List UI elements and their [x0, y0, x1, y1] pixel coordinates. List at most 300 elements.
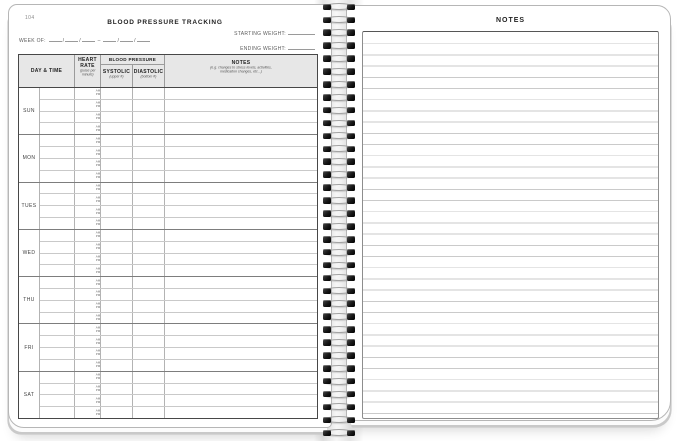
am-pm-options — [95, 386, 100, 393]
notes-entry-cell — [165, 360, 317, 371]
notes-ruled-area — [362, 31, 659, 419]
systolic-entry-cell — [101, 194, 133, 205]
week-range-dash: – — [97, 38, 101, 44]
spiral-coil — [322, 401, 356, 414]
pm-label: PM — [95, 353, 100, 357]
pm-label: PM — [95, 117, 100, 121]
time-slot-row — [40, 360, 317, 371]
am-label: AM — [95, 385, 100, 389]
systolic-entry-cell — [101, 147, 133, 158]
am-pm-options — [95, 279, 100, 286]
notes-entry-cell — [165, 277, 317, 288]
time-slot-row — [40, 265, 317, 276]
am-label: AM — [95, 101, 100, 105]
systolic-entry-cell — [101, 384, 133, 395]
diastolic-entry-cell — [133, 242, 165, 253]
time-slot-row — [40, 324, 317, 336]
time-slot-row — [40, 301, 317, 313]
week-end-day-blank — [120, 36, 133, 42]
heart-rate-entry-cell — [75, 395, 101, 406]
time-entry-cell — [40, 112, 75, 123]
am-label: AM — [95, 125, 100, 129]
am-pm-options — [95, 114, 100, 121]
coil-hole-left — [323, 171, 331, 178]
systolic-entry-cell — [101, 171, 133, 182]
starting-weight-row — [234, 29, 315, 37]
coil-hole-left — [323, 42, 331, 49]
spiral-coil — [322, 324, 356, 337]
time-entry-cell — [40, 277, 75, 288]
spiral-coil — [322, 337, 356, 350]
time-slot-row — [40, 206, 317, 218]
coil-hole-right — [347, 391, 355, 398]
slash: / — [62, 38, 65, 44]
diastolic-entry-cell — [133, 407, 165, 418]
am-pm-options — [95, 244, 100, 251]
coil-hole-left — [323, 197, 331, 204]
time-entry-cell — [40, 147, 75, 158]
am-pm-options — [95, 256, 100, 263]
time-slot-row — [40, 147, 317, 159]
heart-rate-entry-cell — [75, 147, 101, 158]
am-label: AM — [95, 397, 100, 401]
coil-hole-left — [323, 94, 331, 101]
time-entry-cell — [40, 348, 75, 359]
coil-hole-right — [347, 378, 355, 385]
coil-hole-left — [323, 275, 331, 282]
time-entry-cell — [40, 218, 75, 229]
coil-hole-right — [347, 107, 355, 114]
heart-rate-entry-cell — [75, 324, 101, 335]
coil-hole-left — [323, 391, 331, 398]
pm-label: PM — [95, 270, 100, 274]
coil-hole-right — [347, 262, 355, 269]
am-pm-options — [95, 409, 100, 416]
notes-entry-cell — [165, 336, 317, 347]
notes-entry-cell — [165, 348, 317, 359]
time-slot-row — [40, 289, 317, 301]
diastolic-entry-cell — [133, 147, 165, 158]
pm-label: PM — [95, 377, 100, 381]
time-entry-cell — [40, 206, 75, 217]
day-label: SUN — [19, 88, 40, 134]
coil-hole-left — [323, 249, 331, 256]
pm-label: PM — [95, 176, 100, 180]
coil-hole-left — [323, 17, 331, 24]
slash: / — [117, 38, 120, 44]
time-entry-cell — [40, 194, 75, 205]
notes-entry-cell — [165, 254, 317, 265]
time-entry-cell — [40, 336, 75, 347]
coil-hole-left — [323, 55, 331, 62]
coil-hole-left — [323, 158, 331, 165]
am-pm-options — [95, 197, 100, 204]
spiral-coil — [322, 362, 356, 375]
time-slot-row — [40, 112, 317, 124]
diastolic-entry-cell — [133, 360, 165, 371]
coil-hole-left — [323, 236, 331, 243]
heart-rate-entry-cell — [75, 372, 101, 383]
spiral-coil — [322, 130, 356, 143]
heart-rate-entry-cell — [75, 336, 101, 347]
notes-entry-cell — [165, 313, 317, 324]
heart-rate-entry-cell — [75, 123, 101, 134]
time-slot-row — [40, 100, 317, 112]
notes-entry-cell — [165, 384, 317, 395]
coil-hole-right — [347, 352, 355, 359]
spiral-coil — [322, 143, 356, 156]
table-row — [19, 183, 317, 230]
coil-hole-right — [347, 68, 355, 75]
pm-label: PM — [95, 164, 100, 168]
spiral-coil — [322, 40, 356, 53]
time-slot-row — [40, 395, 317, 407]
notes-entry-cell — [165, 218, 317, 229]
diastolic-entry-cell — [133, 206, 165, 217]
spiral-coil — [322, 14, 356, 27]
diastolic-entry-cell — [133, 289, 165, 300]
coil-hole-left — [323, 4, 331, 11]
spiral-coil — [322, 427, 356, 440]
heart-rate-entry-cell — [75, 360, 101, 371]
day-slots — [40, 135, 317, 181]
coil-hole-left — [323, 288, 331, 295]
week-end-year-blank — [137, 36, 150, 42]
pm-label: PM — [95, 105, 100, 109]
heart-rate-entry-cell — [75, 384, 101, 395]
day-label: WED — [19, 230, 40, 276]
heart-rate-entry-cell — [75, 112, 101, 123]
week-start-day-blank — [62, 36, 78, 44]
heart-rate-entry-cell — [75, 171, 101, 182]
time-slot-row — [40, 384, 317, 396]
spiral-coil — [322, 298, 356, 311]
spiral-coil — [322, 27, 356, 40]
coil-hole-left — [323, 29, 331, 36]
heart-rate-entry-cell — [75, 254, 101, 265]
header-blood-pressure-columns — [101, 65, 164, 87]
am-label: AM — [95, 326, 100, 330]
table-header-row — [19, 55, 317, 88]
systolic-entry-cell — [101, 206, 133, 217]
systolic-entry-cell — [101, 407, 133, 418]
spiral-coil — [322, 78, 356, 91]
am-label: AM — [95, 208, 100, 212]
starting-weight-label: STARTING WEIGHT: — [234, 31, 286, 37]
coil-hole-left — [323, 262, 331, 269]
coil-hole-right — [347, 158, 355, 165]
notes-entry-cell — [165, 301, 317, 312]
am-label: AM — [95, 350, 100, 354]
am-label: AM — [95, 255, 100, 259]
time-entry-cell — [40, 384, 75, 395]
left-page — [8, 4, 332, 428]
am-label: AM — [95, 409, 100, 413]
day-label: FRI — [19, 324, 40, 370]
time-entry-cell — [40, 135, 75, 146]
header-heart-rate-label: HEART RATE — [78, 56, 97, 69]
notes-entry-cell — [165, 183, 317, 194]
spiral-coil — [322, 388, 356, 401]
time-entry-cell — [40, 407, 75, 418]
coil-hole-right — [347, 184, 355, 191]
coil-hole-left — [323, 326, 331, 333]
coil-hole-right — [347, 29, 355, 36]
coil-hole-right — [347, 146, 355, 153]
time-entry-cell — [40, 171, 75, 182]
pm-label: PM — [95, 365, 100, 369]
notes-entry-cell — [165, 88, 317, 99]
time-entry-cell — [40, 230, 75, 241]
coil-hole-left — [323, 300, 331, 307]
spiral-coil — [322, 53, 356, 66]
slash: / — [134, 38, 136, 44]
header-notes — [165, 55, 317, 87]
spiral-coil — [322, 195, 356, 208]
diastolic-entry-cell — [133, 100, 165, 111]
systolic-entry-cell — [101, 112, 133, 123]
am-pm-options — [95, 350, 100, 357]
am-label: AM — [95, 231, 100, 235]
time-entry-cell — [40, 242, 75, 253]
am-label: AM — [95, 373, 100, 377]
header-day-time — [19, 55, 75, 87]
ending-weight-label: ENDING WEIGHT: — [240, 46, 286, 52]
time-slot-row — [40, 159, 317, 171]
am-pm-options — [95, 315, 100, 322]
coil-hole-right — [347, 236, 355, 243]
coil-hole-right — [347, 430, 355, 437]
systolic-entry-cell — [101, 336, 133, 347]
notes-entry-cell — [165, 171, 317, 182]
am-pm-options — [95, 220, 100, 227]
coil-hole-left — [323, 352, 331, 359]
time-entry-cell — [40, 265, 75, 276]
spiral-coil — [322, 182, 356, 195]
coil-hole-right — [347, 223, 355, 230]
diastolic-entry-cell — [133, 313, 165, 324]
am-pm-options — [95, 208, 100, 215]
header-systolic-label: SYSTOLIC — [102, 68, 131, 75]
am-label: AM — [95, 220, 100, 224]
coil-hole-right — [347, 120, 355, 127]
coil-hole-right — [347, 171, 355, 178]
coil-hole-right — [347, 94, 355, 101]
am-pm-options — [95, 173, 100, 180]
coil-hole-left — [323, 68, 331, 75]
spiral-coil — [322, 233, 356, 246]
diastolic-entry-cell — [133, 135, 165, 146]
diastolic-entry-cell — [133, 171, 165, 182]
header-notes-label: NOTES — [231, 59, 251, 66]
heart-rate-entry-cell — [75, 88, 101, 99]
table-row — [19, 230, 317, 277]
spiral-coil — [322, 66, 356, 79]
table-row — [19, 135, 317, 182]
time-entry-cell — [40, 254, 75, 265]
diastolic-entry-cell — [133, 159, 165, 170]
header-heart-rate-sub: (pulse per minute) — [79, 69, 96, 77]
coil-hole-left — [323, 313, 331, 320]
systolic-entry-cell — [101, 123, 133, 134]
day-slots — [40, 183, 317, 229]
am-pm-options — [95, 90, 100, 97]
table-row — [19, 324, 317, 371]
pm-label: PM — [95, 306, 100, 310]
coil-hole-right — [347, 17, 355, 24]
notes-entry-cell — [165, 135, 317, 146]
page-number: 104 — [25, 15, 35, 21]
time-entry-cell — [40, 159, 75, 170]
pm-label: PM — [95, 211, 100, 215]
am-pm-options — [95, 291, 100, 298]
table-body — [19, 88, 317, 418]
diastolic-entry-cell — [133, 384, 165, 395]
notes-entry-cell — [165, 230, 317, 241]
heart-rate-entry-cell — [75, 313, 101, 324]
coil-hole-right — [347, 288, 355, 295]
pm-label: PM — [95, 341, 100, 345]
time-entry-cell — [40, 372, 75, 383]
coil-hole-left — [323, 223, 331, 230]
am-label: AM — [95, 362, 100, 365]
spiral-coil — [322, 169, 356, 182]
systolic-entry-cell — [101, 360, 133, 371]
coil-hole-right — [347, 365, 355, 372]
coil-hole-right — [347, 326, 355, 333]
header-blood-pressure-label: BLOOD PRESSURE — [101, 55, 164, 65]
day-slots — [40, 324, 317, 370]
header-blood-pressure-group — [101, 55, 165, 87]
time-slot-row — [40, 88, 317, 100]
right-page — [346, 5, 671, 421]
ending-weight-row — [234, 44, 315, 52]
am-pm-options — [95, 303, 100, 310]
time-slot-row — [40, 171, 317, 182]
time-entry-cell — [40, 123, 75, 134]
pm-label: PM — [95, 235, 100, 239]
blood-pressure-table — [18, 54, 318, 419]
time-entry-cell — [40, 395, 75, 406]
spiral-coil — [322, 220, 356, 233]
time-entry-cell — [40, 324, 75, 335]
header-heart-rate — [75, 55, 101, 87]
systolic-entry-cell — [101, 88, 133, 99]
day-slots — [40, 277, 317, 323]
coil-hole-right — [347, 55, 355, 62]
systolic-entry-cell — [101, 100, 133, 111]
slash: / — [79, 38, 81, 44]
heart-rate-entry-cell — [75, 218, 101, 229]
diastolic-entry-cell — [133, 88, 165, 99]
diastolic-entry-cell — [133, 265, 165, 276]
am-label: AM — [95, 196, 100, 200]
pm-label: PM — [95, 187, 100, 191]
coil-hole-right — [347, 417, 355, 424]
header-systolic-sub: (upper #) — [109, 75, 124, 79]
heart-rate-entry-cell — [75, 407, 101, 418]
spiral-coil — [322, 285, 356, 298]
coil-hole-right — [347, 4, 355, 11]
time-slot-row — [40, 254, 317, 266]
am-label: AM — [95, 137, 100, 141]
am-label: AM — [95, 172, 100, 176]
pm-label: PM — [95, 93, 100, 97]
time-entry-cell — [40, 301, 75, 312]
heart-rate-entry-cell — [75, 135, 101, 146]
am-label: AM — [95, 279, 100, 283]
time-slot-row — [40, 218, 317, 229]
heart-rate-entry-cell — [75, 159, 101, 170]
time-slot-row — [40, 348, 317, 360]
heart-rate-entry-cell — [75, 301, 101, 312]
notes-entry-cell — [165, 100, 317, 111]
heart-rate-entry-cell — [75, 183, 101, 194]
coil-hole-left — [323, 210, 331, 217]
diastolic-entry-cell — [133, 372, 165, 383]
heart-rate-entry-cell — [75, 289, 101, 300]
coil-hole-right — [347, 275, 355, 282]
systolic-entry-cell — [101, 395, 133, 406]
coil-hole-left — [323, 120, 331, 127]
am-pm-options — [95, 362, 100, 369]
time-slot-row — [40, 183, 317, 195]
coil-hole-left — [323, 339, 331, 346]
coil-hole-right — [347, 210, 355, 217]
day-label: MON — [19, 135, 40, 181]
time-slot-row — [40, 313, 317, 324]
systolic-entry-cell — [101, 324, 133, 335]
table-row — [19, 277, 317, 324]
pm-label: PM — [95, 140, 100, 144]
heart-rate-entry-cell — [75, 265, 101, 276]
systolic-entry-cell — [101, 372, 133, 383]
coil-hole-right — [347, 81, 355, 88]
spiral-coil — [322, 104, 356, 117]
day-slots — [40, 88, 317, 134]
day-slots — [40, 230, 317, 276]
spiral-coil — [322, 91, 356, 104]
am-label: AM — [95, 184, 100, 188]
diastolic-entry-cell — [133, 183, 165, 194]
header-notes-sub: (e.g. changes to stress levels, activities, medication changes, etc...) — [210, 66, 272, 74]
header-systolic — [101, 65, 133, 87]
notes-entry-cell — [165, 324, 317, 335]
notes-entry-cell — [165, 147, 317, 158]
time-slot-row — [40, 230, 317, 242]
spiral-coil — [322, 349, 356, 362]
starting-weight-blank — [288, 29, 315, 35]
coil-hole-left — [323, 107, 331, 114]
day-label: THU — [19, 277, 40, 323]
time-entry-cell — [40, 360, 75, 371]
notes-entry-cell — [165, 265, 317, 276]
time-entry-cell — [40, 313, 75, 324]
heart-rate-entry-cell — [75, 348, 101, 359]
systolic-entry-cell — [101, 265, 133, 276]
coil-hole-left — [323, 378, 331, 385]
diastolic-entry-cell — [133, 218, 165, 229]
heart-rate-entry-cell — [75, 194, 101, 205]
notes-entry-cell — [165, 194, 317, 205]
pm-label: PM — [95, 247, 100, 251]
am-pm-options — [95, 137, 100, 144]
heart-rate-entry-cell — [75, 206, 101, 217]
pm-label: PM — [95, 388, 100, 392]
time-entry-cell — [40, 88, 75, 99]
header-diastolic — [133, 65, 164, 87]
diastolic-entry-cell — [133, 301, 165, 312]
